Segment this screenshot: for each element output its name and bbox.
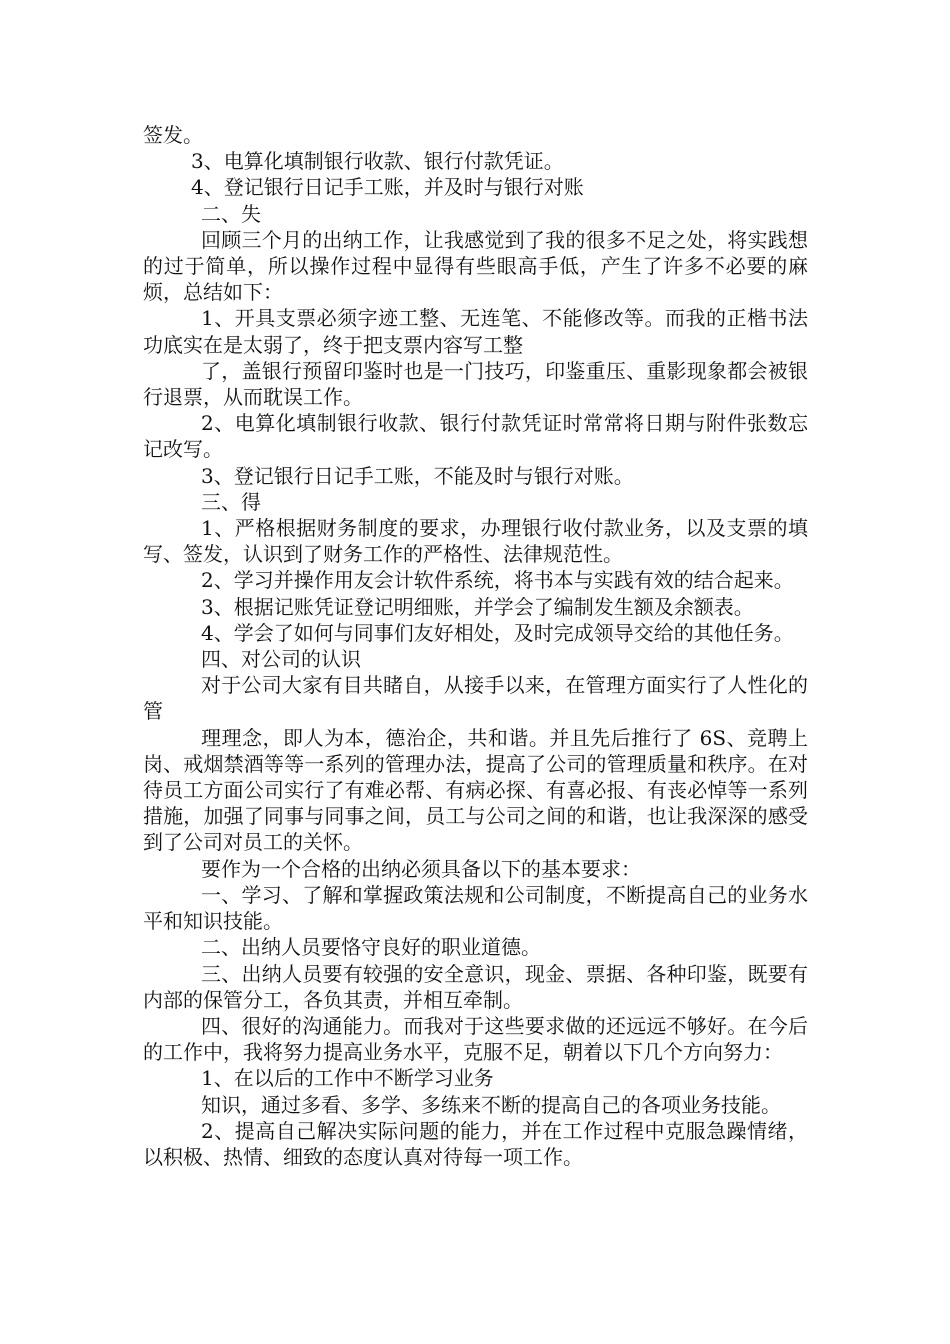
paragraph: 一、学习、了解和掌握政策法规和公司制度，不断提高自己的业务水平和知识技能。 <box>143 882 808 934</box>
paragraph: 签发。 <box>143 123 203 147</box>
paragraph: 1、开具支票必须字迹工整、无连笔、不能修改等。而我的正楷书法功底实在是太弱了，终于把支票内容写工整 <box>143 306 808 357</box>
paragraph: 1、严格根据财务制度的要求，办理银行收付款业务，以及支票的填写、签发，认识到了财务工作的严格性、法律规范性。 <box>143 516 808 567</box>
section-heading: 三、得 <box>201 489 261 514</box>
document-body <box>143 122 808 1170</box>
paragraph: 2、学习并操作用友会计软件系统，将书本与实践有效的结合起来。 <box>201 568 794 593</box>
paragraph: 3、根据记账凭证登记明细账，并学会了编制发生额及余额表。 <box>201 594 754 619</box>
paragraph: 四、很好的沟通能力。而我对于这些要求做的还远远不够好。在今后的工作中，我将努力提高业务水平，克服不足，朝着以下几个方向努力： <box>143 1013 808 1065</box>
paragraph: 3、电算化填制银行收款、银行付款凭证。 <box>191 149 564 174</box>
paragraph: 知识，通过多看、多学、多练来不断的提高自己的各项业务技能。 <box>201 1092 781 1117</box>
paragraph: 二、出纳人员要恪守良好的职业道德。 <box>201 935 541 960</box>
paragraph: 2、提高自己解决实际问题的能力，并在工作过程中克服急躁情绪，以积极、热情、细致的态度认真对待每一项工作。 <box>143 1118 808 1169</box>
paragraph: 4、登记银行日记手工账，并及时与银行对账 <box>191 175 584 200</box>
section-heading: 二、失 <box>201 201 261 226</box>
paragraph: 回顾三个月的出纳工作，让我感觉到了我的很多不足之处，将实践想的过于简单，所以操作过程中显得有些眼高手低，产生了许多不必要的麻烦，总结如下： <box>143 227 808 305</box>
paragraph: 3、登记银行日记手工账，不能及时与银行对账。 <box>201 463 634 488</box>
section-heading: 四、对公司的认识 <box>201 647 361 672</box>
paragraph: 4、学会了如何与同事们友好相处，及时完成领导交给的其他任务。 <box>201 620 794 645</box>
paragraph: 要作为一个合格的出纳必须具备以下的基本要求： <box>201 856 641 881</box>
paragraph: 了，盖银行预留印鉴时也是一门技巧，印鉴重压、重影现象都会被银行退票，从而耽误工作。 <box>143 358 808 410</box>
paragraph: 对于公司大家有目共睹自，从接手以来，在管理方面实行了人性化的管 <box>143 673 808 724</box>
paragraph: 三、出纳人员要有较强的安全意识，现金、票据、各种印鉴，既要有内部的保管分工，各负其责，并相互牵制。 <box>143 961 808 1012</box>
paragraph: 理理念，即人为本，德治企，共和谐。并且先后推行了 6S、竞聘上岗、戒烟禁酒等等一系列的管理办法，提高了公司的管理质量和秩序。在对待员工方面公司实行了有难必帮、有病必探、有喜必报、有丧必悼等一系列措施，加强了同事与同事之间，员工与公司之间的和谐，也让我深深的感受到了公司对员工的关怀。 <box>143 725 808 855</box>
paragraph: 1、在以后的工作中不断学习业务 <box>201 1066 494 1091</box>
paragraph: 2、电算化填制银行收款、银行付款凭证时常常将日期与附件张数忘记改写。 <box>143 411 808 462</box>
